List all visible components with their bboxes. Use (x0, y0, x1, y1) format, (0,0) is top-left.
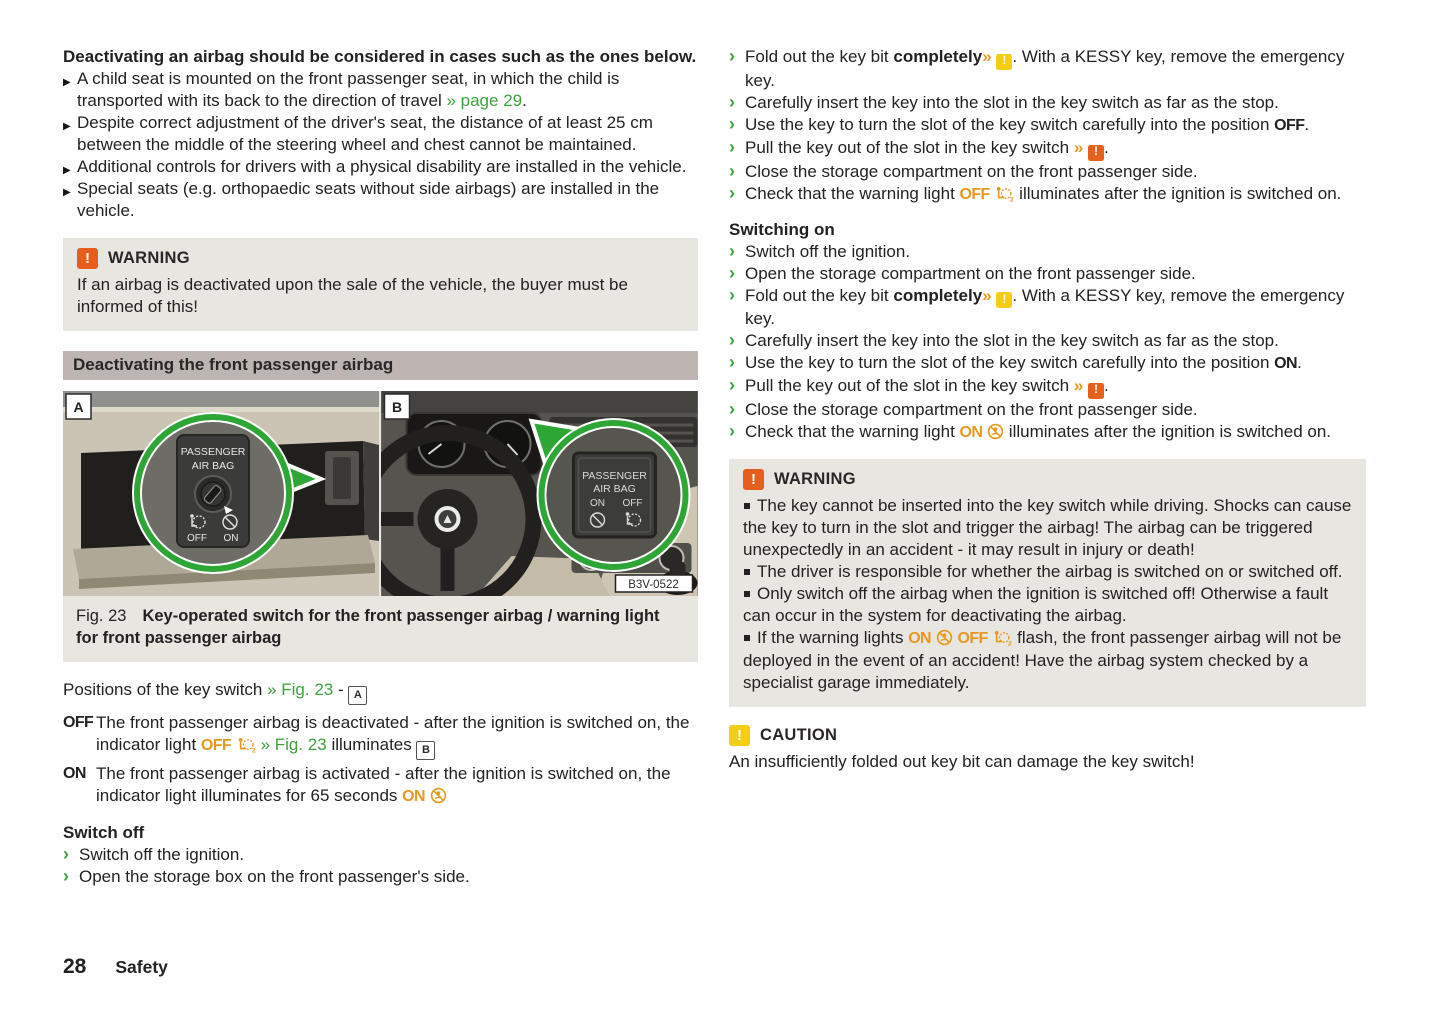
switch-panel-label-line2: AIR BAG (191, 460, 235, 472)
warning-item (743, 561, 1352, 583)
text-segment: Fold out the key bit (745, 285, 894, 305)
figure-images (63, 391, 698, 596)
chevron-bullet-icon: › (63, 844, 69, 864)
text-segment: illuminates (326, 735, 417, 754)
instruction-step (729, 46, 1366, 92)
text-segment: ON (959, 424, 983, 441)
instruction-text (745, 242, 910, 261)
text-segment: » (1073, 376, 1089, 396)
warning-header (77, 247, 684, 269)
airbag-deactivated-indicator-icon (994, 186, 1014, 202)
text-segment: The driver is responsible for whether the airbag is switched on or switched off. (757, 562, 1343, 581)
figure-image-code: B3V-0522 (628, 579, 679, 591)
chevron-bullet-icon: › (729, 182, 735, 203)
chevron-bullet-icon: › (729, 160, 735, 181)
warning-box-left (63, 238, 698, 331)
square-bullet-icon (744, 591, 750, 597)
inline-warning-symbol: ! (1088, 383, 1104, 399)
warning-header (743, 468, 1352, 490)
cross-reference-link[interactable]: » Fig. 23 (267, 680, 334, 699)
inline-warning-symbol: ! (996, 292, 1012, 308)
cross-reference-link[interactable]: » page 29 (446, 91, 523, 110)
definition-text (96, 712, 698, 760)
instruction-text (745, 286, 1344, 329)
square-bullet-icon (744, 569, 750, 575)
definition-row (63, 712, 698, 760)
text-segment: Switch off the ignition. (745, 241, 911, 261)
warning-item-text (743, 584, 1328, 625)
instruction-text (745, 264, 1196, 283)
instruction-text (745, 162, 1198, 181)
consideration-text (77, 113, 653, 154)
caution-exclamation-icon: ! (729, 725, 750, 746)
text-segment: The front passenger airbag is activated - after the ignition is switched on, the indicator light illuminates for 65 seconds (96, 764, 671, 805)
chevron-bullet-icon: › (729, 113, 735, 134)
text-segment: Close the storage compartment on the front passenger side. (745, 161, 1198, 181)
switching-on-steps (729, 241, 1366, 445)
instruction-text (79, 845, 244, 864)
consideration-text (77, 69, 619, 110)
consideration-text (77, 157, 686, 176)
triangle-bullet-icon: ▶ (63, 77, 71, 88)
left-column (63, 46, 698, 888)
text-segment: . (522, 91, 527, 110)
chevron-bullet-icon: › (729, 399, 735, 419)
instruction-step (729, 114, 1366, 137)
text-segment: completely (893, 285, 983, 305)
figure-number: Fig. 23 (76, 607, 127, 625)
warning-title: WARNING (108, 249, 190, 267)
display-label-line2: AIR BAG (593, 483, 636, 495)
text-segment: OFF (1274, 116, 1305, 134)
inline-warning-symbol: ! (1088, 145, 1104, 161)
text-segment: . With a KESSY key, remove the emergency key. (745, 47, 1345, 90)
text-segment: Use the key to turn the slot of the key switch carefully into the position (745, 353, 1275, 373)
figure-23 (63, 391, 698, 662)
consideration-item (63, 112, 698, 156)
instruction-step (729, 241, 1366, 263)
instruction-text (745, 331, 1279, 350)
chevron-bullet-icon: › (729, 240, 735, 261)
warning-exclamation-icon: ! (743, 469, 764, 490)
square-bullet-icon (744, 503, 750, 509)
airbag-activated-indicator-icon (987, 423, 1004, 440)
chevron-bullet-icon: › (729, 375, 735, 396)
warning-item-text (743, 496, 1351, 559)
text-segment: Despite correct adjustment of the driver's seat, the distance of at least 25 cm between the middle of the steering wheel and chest cannot be maintained. (77, 113, 653, 154)
instruction-step (729, 330, 1366, 352)
warning-item-text (757, 562, 1343, 581)
text-segment: Pull the key out of the slot in the key switch (745, 376, 1074, 396)
text-segment: illuminates after the ignition is switched on. (1014, 183, 1342, 203)
text-segment: ON (908, 630, 932, 647)
text-segment: . (1304, 114, 1310, 134)
svg-text:2: 2 (251, 747, 256, 753)
text-segment: The key cannot be inserted into the key switch while driving. Shocks can cause the key to turn in the slot and trigger the airbag! The airbag can be triggered unexpectedly in an accident - it may result in injury or death! (743, 496, 1352, 559)
instruction-step (729, 137, 1366, 161)
chevron-bullet-icon: › (729, 330, 735, 351)
warning-item (743, 627, 1352, 694)
text-segment: . With a KESSY key, remove the emergency key. (745, 285, 1345, 329)
instruction-step (729, 161, 1366, 183)
instruction-step (63, 866, 698, 888)
figure-label-a: A (73, 399, 84, 415)
instruction-step (729, 285, 1366, 331)
cross-reference-link[interactable]: » Fig. 23 (260, 735, 327, 754)
caution-title: CAUTION (760, 726, 838, 744)
text-segment: illuminates after the ignition is switched on. (1004, 422, 1332, 441)
text-segment: Special seats (e.g. orthopaedic seats without side airbags) are installed in the vehicle. (77, 179, 660, 220)
text-segment: Open the storage box on the front passenger's side. (79, 867, 470, 886)
text-segment: » (1073, 137, 1089, 157)
warning-box-right (729, 459, 1366, 707)
footer-section-name: Safety (115, 957, 168, 977)
triangle-bullet-icon: ▶ (63, 187, 71, 198)
instruction-step (729, 399, 1366, 421)
consideration-text (77, 179, 659, 220)
instruction-text (745, 353, 1302, 372)
figure-label-b: B (391, 399, 403, 415)
text-segment: completely (893, 47, 983, 66)
positions-line (63, 679, 698, 705)
instruction-step (63, 844, 698, 866)
chevron-bullet-icon: › (729, 136, 735, 157)
text-segment: OFF (959, 185, 990, 203)
warning-body: If an airbag is deactivated upon the sale of the vehicle, the buyer must be informed of this! (77, 275, 628, 316)
figure-ref-letter: B (416, 741, 435, 760)
text-segment: . (1104, 137, 1109, 157)
text-segment: - (333, 680, 349, 699)
chevron-bullet-icon: › (729, 421, 735, 441)
text-segment: OFF (200, 737, 232, 754)
definition-term: OFF (63, 714, 94, 731)
switch-panel-off-label: OFF (187, 533, 207, 544)
chevron-bullet-icon: › (729, 262, 735, 283)
text-segment: Check that the warning light (745, 422, 960, 441)
consideration-item (63, 178, 698, 222)
instruction-step (729, 183, 1366, 206)
text-segment: ON (402, 788, 425, 805)
chevron-bullet-icon: › (63, 866, 69, 886)
text-segment: OFF (957, 630, 988, 647)
figure-caption (63, 596, 698, 662)
figure-ref-letter: A (348, 686, 367, 705)
airbag-activated-indicator-icon (936, 629, 953, 646)
chevron-bullet-icon: › (729, 352, 735, 373)
text-segment: Carefully insert the key into the slot in the key switch as far as the stop. (745, 92, 1279, 112)
definition-row (63, 763, 698, 808)
inline-warning-symbol: ! (996, 54, 1012, 70)
chevron-bullet-icon: › (729, 91, 735, 112)
instruction-step (729, 263, 1366, 285)
text-segment: Switch off the ignition. (79, 845, 245, 864)
text-segment: Fold out the key bit (745, 47, 894, 66)
instruction-text (745, 400, 1198, 419)
caution-section (729, 724, 1366, 773)
instruction-text (745, 138, 1109, 157)
text-segment: Open the storage compartment on the front passenger side. (745, 263, 1196, 283)
display-on-label: ON (590, 498, 605, 509)
text-segment: flash, the front passenger airbag will not be deployed in the event of an accident! Have the airbag system checked by a specialist garage immediately. (743, 628, 1342, 692)
instruction-text (745, 422, 1331, 441)
warning-item-text (743, 628, 1341, 692)
chevron-bullet-icon: › (729, 284, 735, 305)
instruction-step (729, 352, 1366, 375)
instruction-step (729, 375, 1366, 399)
triangle-bullet-icon: ▶ (63, 121, 71, 132)
text-segment: » (982, 47, 997, 66)
consideration-list (63, 68, 698, 222)
text-segment: Only switch off the airbag when the ignition is switched off! Otherwise a fault can occur in the system for deactivating the airbag. (743, 584, 1329, 625)
consideration-item (63, 68, 698, 112)
text-segment: If the warning lights (757, 628, 909, 647)
svg-text:2: 2 (1008, 640, 1013, 646)
right-column (729, 46, 1366, 773)
switch-off-steps (63, 844, 698, 888)
airbag-deactivated-indicator-icon (992, 630, 1012, 646)
text-segment: Use the key to turn the slot of the key switch carefully into the position (745, 114, 1275, 134)
figure-image-b-dashboard-warning-light (381, 391, 698, 596)
page-footer (63, 956, 168, 978)
instruction-text (745, 93, 1279, 112)
figure-caption-text: Key-operated switch for the front passenger airbag / warning light for front passenger airbag (76, 607, 660, 647)
consideration-item (63, 156, 698, 178)
section-header: Deactivating the front passenger airbag (63, 351, 698, 380)
switching-on-heading: Switching on (729, 219, 835, 239)
text-segment: Carefully insert the key into the slot in the key switch as far as the stop. (745, 331, 1279, 351)
deactivation-steps (729, 46, 1366, 206)
airbag-activated-indicator-icon (430, 787, 447, 804)
caution-header (729, 724, 1366, 746)
chevron-bullet-icon: › (729, 46, 735, 66)
instruction-text (745, 376, 1109, 395)
instruction-text (745, 115, 1309, 134)
switch-off-heading: Switch off (63, 823, 145, 842)
instruction-text (745, 47, 1344, 90)
text-segment: Pull the key out of the slot in the key switch (745, 137, 1074, 157)
warning-title: WARNING (774, 470, 856, 488)
square-bullet-icon (744, 635, 750, 641)
warning-item (743, 495, 1352, 561)
text-segment: A child seat is mounted on the front passenger seat, in which the child is transported with its back to the direction of travel (77, 69, 620, 110)
caution-body: An insufficiently folded out key bit can damage the key switch! (729, 752, 1195, 771)
switch-panel-on-label: ON (223, 533, 239, 544)
text-segment: » (982, 285, 997, 305)
text-segment: . (1296, 353, 1302, 373)
instruction-text (79, 867, 470, 886)
text-segment: ON (1274, 355, 1297, 373)
warning-item (743, 583, 1352, 627)
text-segment: Close the storage compartment on the front passenger side. (745, 400, 1198, 419)
display-off-label: OFF (622, 498, 643, 509)
svg-text:2: 2 (1010, 195, 1015, 202)
instruction-text (745, 184, 1341, 203)
instruction-step (729, 92, 1366, 114)
instruction-step (729, 421, 1366, 444)
warning-items (743, 495, 1352, 694)
figure-image-a-glovebox-key-switch (63, 391, 379, 596)
airbag-deactivated-indicator-icon (236, 737, 256, 753)
text-segment: Positions of the key switch (63, 680, 268, 699)
text-segment: Additional controls for drivers with a physical disability are installed in the vehicle. (77, 157, 687, 176)
display-label-line1: PASSENGER (582, 470, 647, 482)
page-number: 28 (63, 955, 87, 978)
triangle-bullet-icon: ▶ (63, 165, 71, 176)
text-segment: The front passenger airbag is deactivated - after the ignition is switched on, the indicator light (96, 713, 690, 754)
key-switch-definitions (63, 712, 698, 808)
warning-exclamation-icon: ! (77, 248, 98, 269)
text-segment: . (1104, 376, 1109, 396)
definition-text (96, 763, 698, 808)
intro-paragraph: Deactivating an airbag should be considered in cases such as the ones below. (63, 47, 697, 66)
definition-term: ON (63, 765, 86, 782)
switch-panel-label-line1: PASSENGER (180, 446, 246, 458)
text-segment: Check that the warning light (745, 183, 960, 203)
